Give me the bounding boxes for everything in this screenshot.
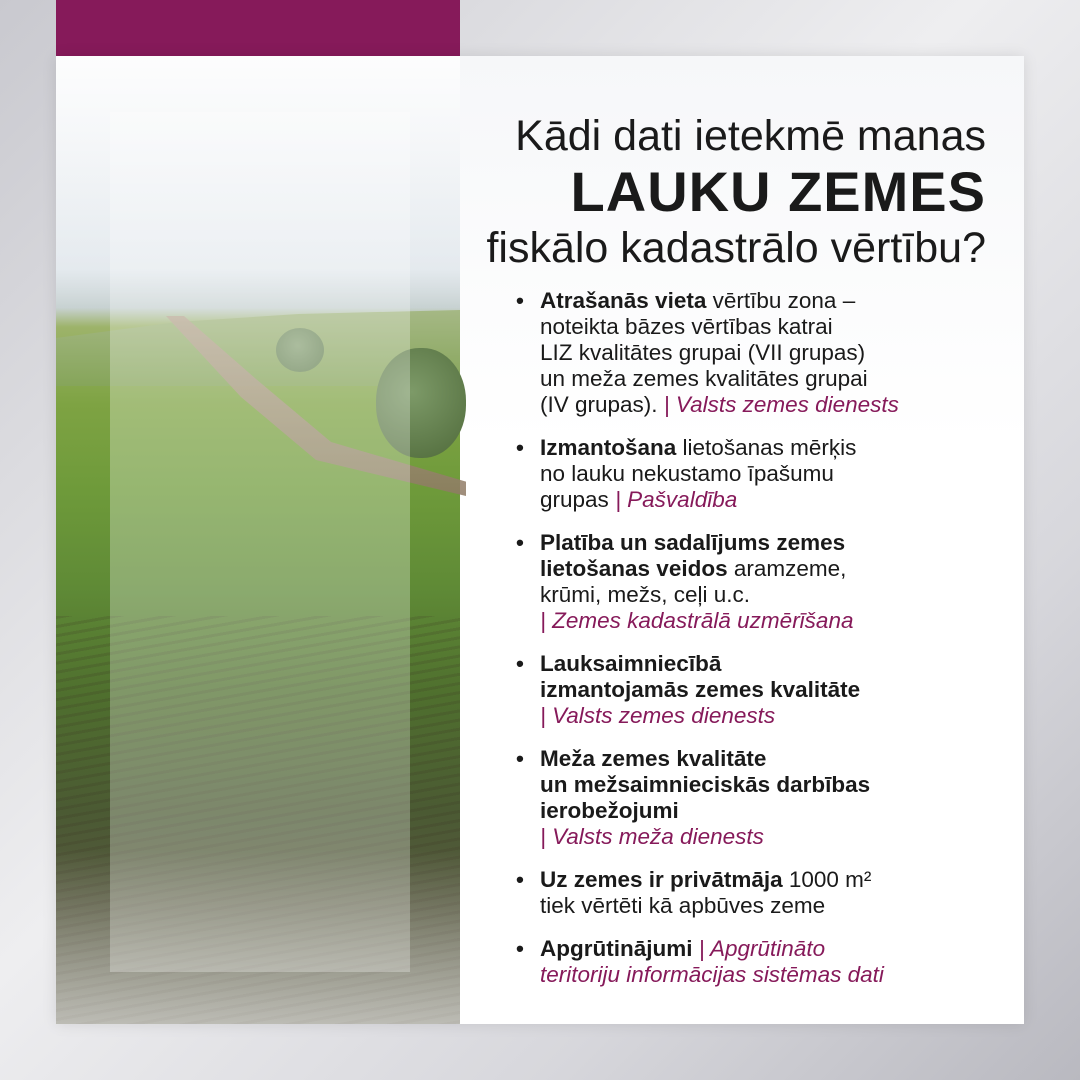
item-source: | Valsts meža dienests	[540, 824, 764, 849]
item-text: LIZ kvalitātes grupai (VII grupas)	[540, 340, 866, 365]
title-line-1: Kādi dati ietekmē manas	[515, 112, 986, 160]
list-item	[514, 867, 984, 919]
item-text: lietošanas mērķis	[676, 435, 857, 460]
item-text: 1000 m²	[782, 867, 872, 892]
bullet-icon: •	[516, 651, 524, 676]
item-text: grupas	[540, 487, 616, 512]
item-text: (IV grupas).	[540, 392, 664, 417]
bullet-icon: •	[516, 746, 524, 771]
item-text: krūmi, mežs, ceļi u.c.	[540, 582, 751, 607]
item-text: no lauku nekustamo īpašumu	[540, 461, 834, 486]
list-item	[514, 435, 984, 513]
item-source: | Pašvaldība	[615, 487, 738, 512]
list-item	[514, 651, 984, 729]
bullet-icon: •	[516, 936, 524, 961]
accent-bar	[56, 0, 460, 56]
item-source: | Zemes kadastrālā uzmērīšana	[540, 608, 854, 633]
bullet-icon: •	[516, 288, 524, 313]
photo-overlay-frame	[110, 112, 410, 972]
item-source: teritoriju informācijas sistēmas dati	[540, 962, 884, 987]
item-source: | Valsts zemes dienests	[540, 703, 776, 728]
item-lead: Uz zemes ir privātmāja	[540, 867, 783, 892]
bullet-icon: •	[516, 435, 524, 460]
item-lead: Izmantošana	[540, 435, 677, 460]
item-lead: izmantojamās zemes kvalitāte	[540, 677, 861, 702]
page-title	[486, 110, 986, 274]
item-lead: Atrašanās vieta	[540, 288, 707, 313]
item-text: noteikta bāzes vērtības katrai	[540, 314, 833, 339]
item-lead: lietošanas veidos	[540, 556, 728, 581]
item-text: aramzeme,	[727, 556, 847, 581]
bullet-icon: •	[516, 867, 524, 892]
title-line-3: fiskālo kadastrālo vērtību?	[486, 224, 986, 272]
item-lead: Apgrūtinājumi	[540, 936, 693, 961]
bullet-icon: •	[516, 530, 524, 555]
list-item	[514, 746, 984, 850]
item-source: | Valsts zemes dienests	[663, 392, 899, 417]
list-item	[514, 936, 984, 988]
item-lead: un mežsaimnieciskās darbības	[540, 772, 871, 797]
title-line-2: LAUKU ZEMES	[570, 160, 986, 223]
item-lead: Meža zemes kvalitāte	[540, 746, 767, 771]
item-text: tiek vērtēti kā apbūves zeme	[540, 893, 826, 918]
item-lead: Lauksaimniecībā	[540, 651, 722, 676]
item-text: vērtību zona –	[706, 288, 856, 313]
item-lead: Platība un sadalījums zemes	[540, 530, 846, 555]
list-item	[514, 530, 984, 634]
factor-list	[514, 288, 984, 1005]
item-source: | Apgrūtināto	[692, 936, 826, 961]
list-item	[514, 288, 984, 418]
item-text: un meža zemes kvalitātes grupai	[540, 366, 868, 391]
item-lead: ierobežojumi	[540, 798, 679, 823]
